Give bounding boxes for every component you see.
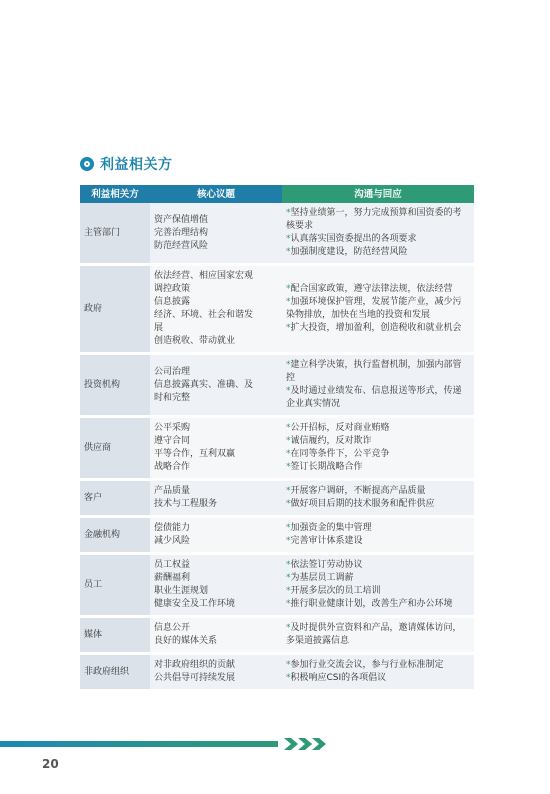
response-line: *建立科学决策，执行监督机制，加强内部管: [286, 360, 462, 370]
chevron-right-icon: [312, 738, 326, 750]
response-line: *扩大投资，增加盈利，创造税收和就业机会: [286, 323, 462, 333]
responses-cell: [282, 203, 474, 266]
response-line: *公开招标，反对商业贿赂: [286, 423, 390, 433]
responses-cell: [282, 655, 474, 692]
issues-cell: [150, 518, 282, 555]
response-line: 核要求: [286, 221, 314, 231]
issue-line: 偿债能力: [154, 523, 191, 533]
issue-line: 信息公开: [154, 623, 191, 633]
target-icon: [80, 157, 94, 171]
header-stakeholder: 利益相关方: [80, 185, 150, 203]
responses-cell: [282, 518, 474, 555]
response-line: 控: [286, 373, 296, 383]
issue-line: 经济、环境、社会和谐发: [154, 310, 254, 320]
stakeholder-cell: 金融机构: [80, 518, 150, 555]
issues-cell: [150, 555, 282, 618]
issue-line: 展: [154, 323, 164, 333]
response-line: *依法签订劳动协议: [286, 560, 363, 570]
page-number: 20: [42, 757, 59, 771]
table-row: [80, 355, 474, 418]
issue-line: 平等合作，互利双赢: [154, 449, 236, 459]
response-line: 多渠道披露信息: [286, 636, 350, 646]
issue-line: 员工权益: [154, 560, 191, 570]
response-line: 染物排放，加快在当地的投资和发展: [286, 310, 431, 320]
chevron-right-icon: [284, 738, 298, 750]
issue-line: 公司治理: [154, 366, 191, 377]
issue-line: 对非政府组织的贡献: [154, 660, 236, 670]
table-row: [80, 418, 474, 481]
issue-line: 防范经营风险: [154, 240, 209, 251]
responses-cell: [282, 481, 474, 518]
issue-line: 遵守合同: [154, 436, 191, 446]
stakeholder-cell: 供应商: [80, 418, 150, 481]
stakeholder-cell: 媒体: [80, 618, 150, 655]
response-line: *认真落实国资委提出的各项要求: [286, 234, 417, 244]
issue-line: 薪酬福利: [154, 573, 191, 583]
issue-line: 调控政策: [154, 284, 191, 294]
issue-line: 技术与工程服务: [154, 499, 218, 509]
issues-cell: [150, 618, 282, 655]
response-line: *加强制度建设，防范经营风险: [286, 247, 408, 257]
response-line: *坚持业绩第一，努力完成预算和国资委的考: [286, 208, 462, 218]
issues-cell: [150, 418, 282, 481]
response-line: *签订长期战略合作: [286, 462, 363, 472]
response-line: *积极响应CSI的各项倡议: [286, 673, 387, 683]
issue-line: 时和完整: [154, 392, 191, 403]
stakeholder-cell: 投资机构: [80, 355, 150, 418]
issues-cell: [150, 266, 282, 355]
issue-line: 依法经营、相应国家宏观: [154, 271, 254, 281]
response-line: *参加行业交流会议，参与行业标准制定: [286, 660, 444, 670]
response-line: *及时通过业绩发布、信息报送等形式，传递: [286, 386, 462, 396]
stakeholder-table: [80, 185, 474, 692]
chevron-right-icon: [298, 738, 312, 750]
response-line: *配合国家政策，遵守法律法规，依法经营: [286, 284, 453, 294]
table-row: [80, 518, 474, 555]
stakeholder-cell: 政府: [80, 266, 150, 355]
responses-cell: [282, 355, 474, 418]
response-line: *及时提供外宣资料和产品，邀请媒体访问，: [286, 623, 462, 633]
table-row: [80, 266, 474, 355]
header-communication: 沟通与回应: [282, 185, 474, 203]
issues-cell: [150, 655, 282, 692]
response-line: *完善审计体系建设: [286, 536, 363, 546]
issues-cell: [150, 203, 282, 266]
response-line: *做好项目后期的技术服务和配件供应: [286, 499, 435, 509]
response-line: 企业真实情况: [286, 399, 341, 409]
footer-bar: [0, 741, 278, 747]
issue-line: 产品质量: [154, 486, 191, 496]
issues-cell: [150, 355, 282, 418]
issue-line: 战略合作: [154, 462, 191, 472]
section-title: [80, 155, 173, 173]
section-title-text: 利益相关方: [100, 157, 173, 173]
table-row: [80, 618, 474, 655]
responses-cell: [282, 618, 474, 655]
response-line: *在同等条件下，公平竞争: [286, 449, 390, 459]
response-line: *为基层员工调薪: [286, 573, 354, 583]
table-row: [80, 555, 474, 618]
response-line: *加强资金的集中管理: [286, 523, 372, 533]
issue-line: 职业生涯规划: [154, 586, 209, 596]
issue-line: 公平采购: [154, 423, 191, 433]
issue-line: 资产保值增值: [154, 214, 209, 225]
response-line: *诚信履约，反对欺诈: [286, 436, 372, 446]
responses-cell: [282, 418, 474, 481]
table-row: [80, 481, 474, 518]
issue-line: 完善治理结构: [154, 227, 209, 238]
issue-line: 良好的媒体关系: [154, 636, 218, 646]
response-line: *开展客户调研，不断提高产品质量: [286, 486, 426, 496]
response-line: *开展多层次的员工培训: [286, 586, 381, 596]
issue-line: 健康安全及工作环境: [154, 599, 236, 609]
table-row: [80, 203, 474, 266]
issue-line: 信息披露真实、准确、及: [154, 379, 254, 390]
responses-cell: [282, 266, 474, 355]
stakeholder-cell: 主管部门: [80, 203, 150, 266]
table-header-row: [80, 185, 474, 203]
issue-line: 信息披露: [154, 297, 191, 307]
response-line: *加强环境保护管理，发展节能产业，减少污: [286, 297, 462, 307]
issue-line: 减少风险: [154, 536, 191, 546]
issue-line: 创造税收、带动就业: [154, 336, 236, 346]
issues-cell: [150, 481, 282, 518]
stakeholder-cell: 客户: [80, 481, 150, 518]
responses-cell: [282, 555, 474, 618]
header-core-issues: 核心议题: [150, 185, 282, 203]
issue-line: 公共倡导可持续发展: [154, 673, 236, 683]
table-row: [80, 655, 474, 692]
response-line: *推行职业健康计划，改善生产和办公环境: [286, 599, 453, 609]
stakeholder-cell: 非政府组织: [80, 655, 150, 692]
stakeholder-cell: 员工: [80, 555, 150, 618]
